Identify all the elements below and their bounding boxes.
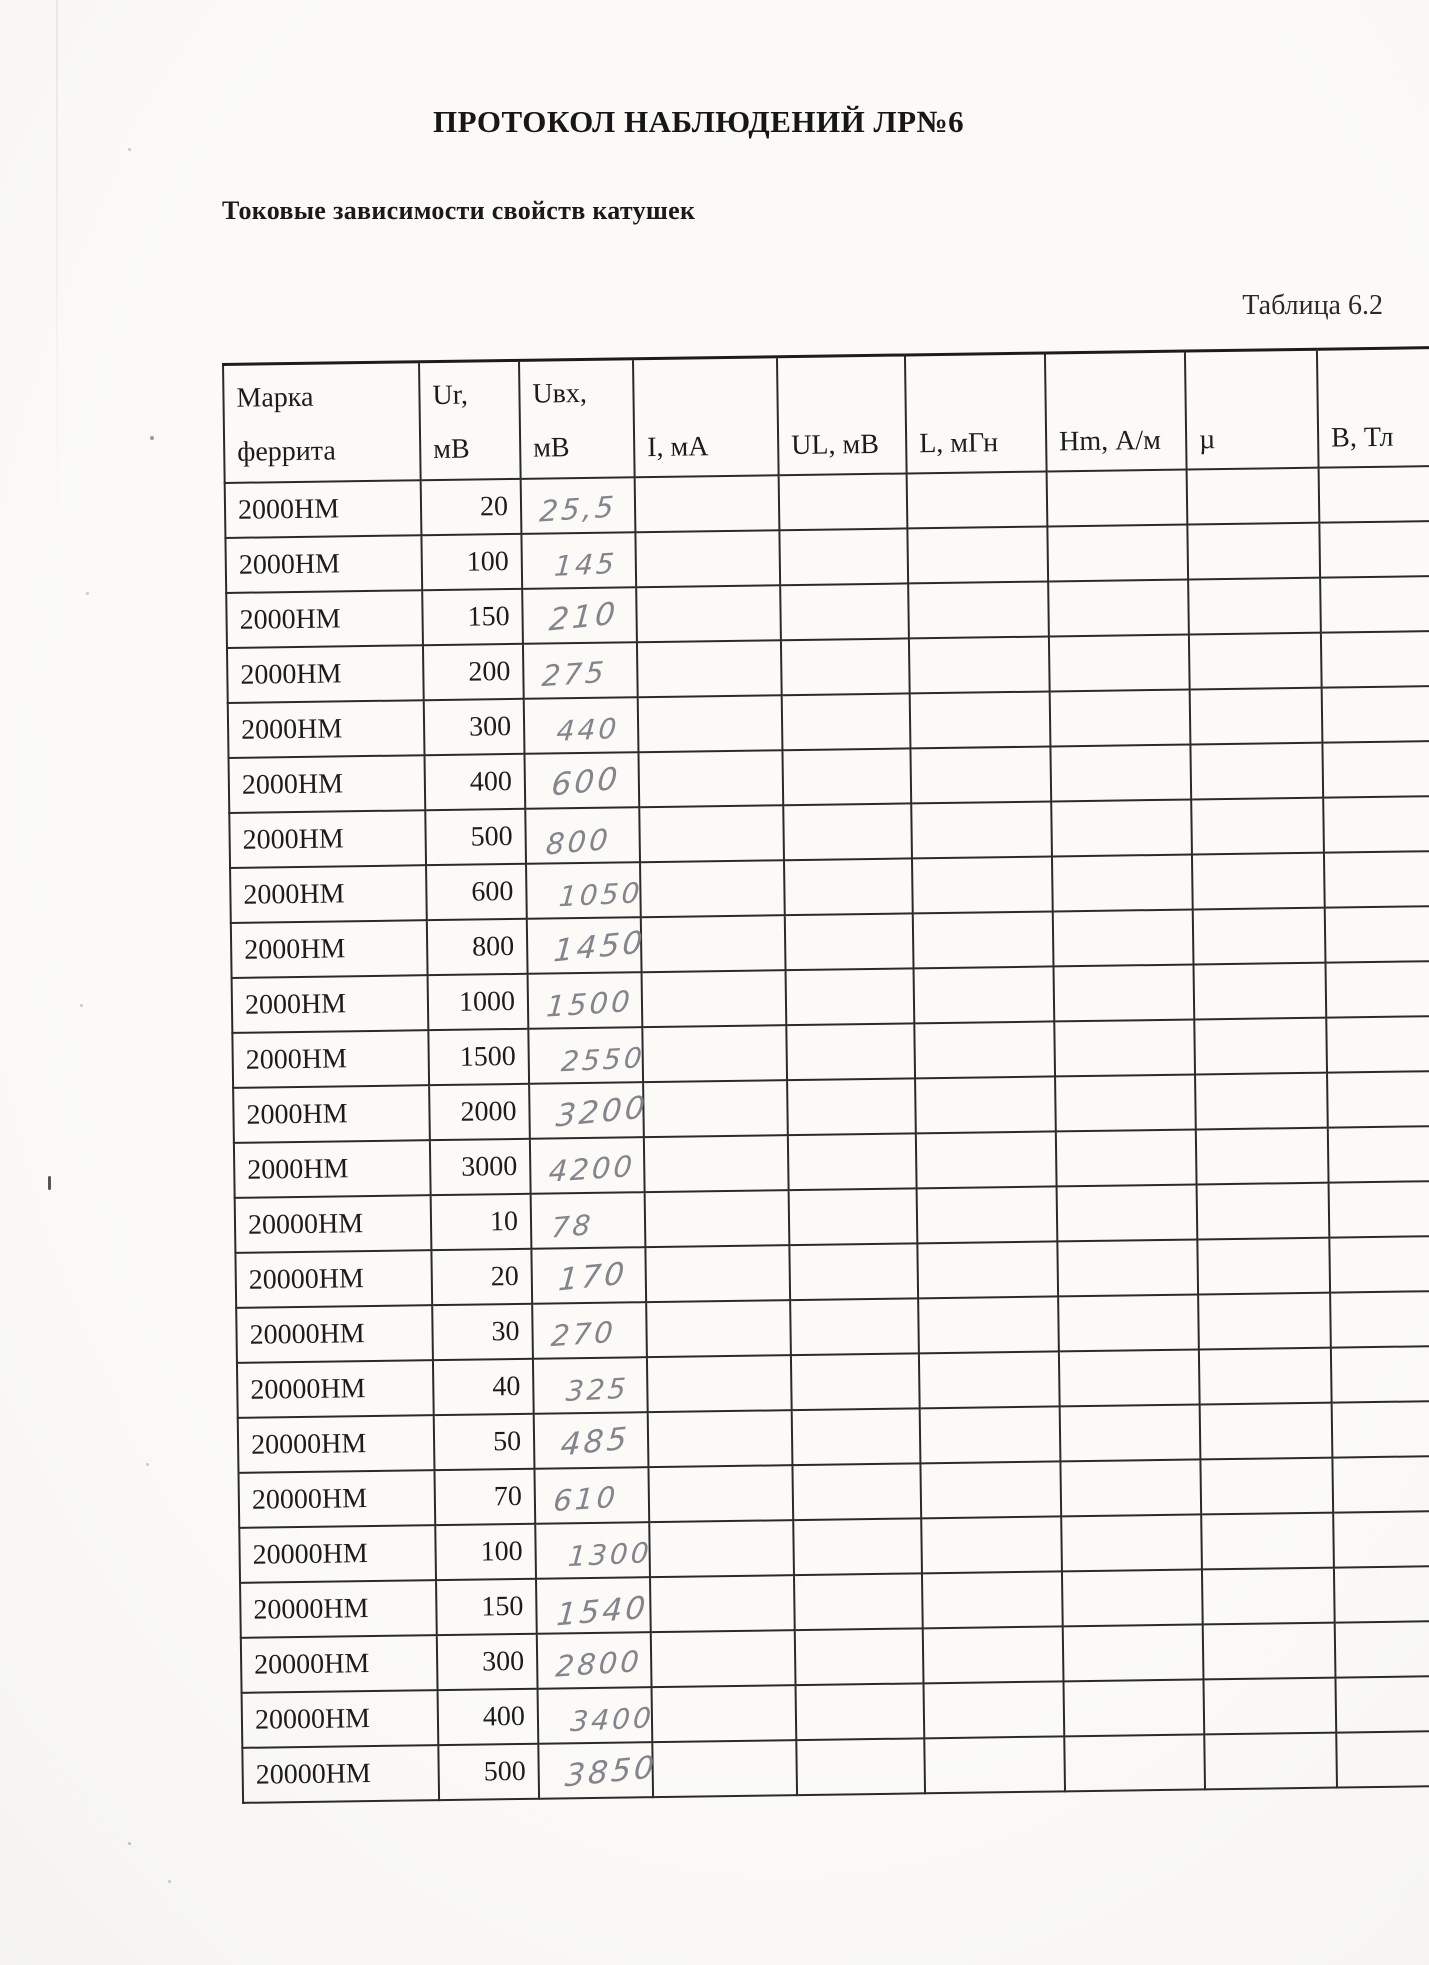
handwritten-uvx-value: 610 <box>552 1479 620 1518</box>
ferrite-mark-cell: 20000НМ <box>239 1525 436 1583</box>
empty-cell-l <box>917 1186 1058 1243</box>
empty-cell-hm <box>1057 1239 1198 1296</box>
section-subtitle: Токовые зависимости свойств катушек <box>222 196 696 225</box>
ferrite-mark-cell: 20000НМ <box>240 1580 437 1638</box>
ferrite-mark-cell: 2000НМ <box>234 1140 431 1198</box>
empty-cell-i <box>648 1410 793 1467</box>
uvx-value-cell <box>525 807 640 864</box>
ferrite-mark-cell: 2000НМ <box>226 590 423 648</box>
empty-cell-ul <box>796 1738 925 1795</box>
empty-cell-mu <box>1190 743 1323 800</box>
handwritten-uvx-value: 800 <box>544 821 613 861</box>
ferrite-mark-cell: 2000НМ <box>230 865 427 923</box>
ur-value-cell: 400 <box>438 1689 539 1745</box>
empty-cell-l <box>922 1571 1063 1628</box>
handwritten-uvx-value: 210 <box>547 595 620 639</box>
uvx-value-cell <box>534 1467 649 1524</box>
empty-cell-hm <box>1050 690 1191 747</box>
col-header-l: L, мГн <box>905 353 1047 473</box>
ur-value-cell: 400 <box>424 754 525 810</box>
empty-cell-mu <box>1195 1073 1328 1130</box>
empty-cell-ul <box>790 1298 919 1355</box>
handwritten-uvx-value: 1300 <box>566 1536 653 1574</box>
ur-value-cell: 20 <box>431 1249 532 1305</box>
handwritten-uvx-value: 170 <box>557 1255 629 1298</box>
col-header-b: B, Тл <box>1317 347 1429 468</box>
empty-cell-i <box>651 1630 796 1687</box>
handwritten-uvx-value: 440 <box>555 711 621 748</box>
uvx-value-cell <box>522 587 637 644</box>
uvx-value-cell <box>531 1247 646 1304</box>
empty-cell-b <box>1336 1731 1429 1788</box>
empty-cell-ul <box>788 1133 917 1190</box>
empty-cell-hm <box>1059 1349 1200 1406</box>
ur-value-cell: 800 <box>427 919 528 975</box>
empty-cell-hm <box>1062 1569 1203 1626</box>
empty-cell-i <box>647 1355 792 1412</box>
ferrite-mark-cell: 2000НМ <box>231 920 428 978</box>
uvx-value-cell <box>532 1302 647 1359</box>
scan-speck <box>168 1880 171 1883</box>
empty-cell-i <box>649 1520 794 1577</box>
empty-cell-l <box>918 1296 1059 1353</box>
ur-value-cell: 70 <box>434 1469 535 1525</box>
empty-cell-b <box>1320 576 1429 633</box>
empty-cell-ul <box>782 693 911 750</box>
empty-cell-hm <box>1064 1734 1205 1791</box>
empty-cell-mu <box>1193 908 1326 965</box>
ur-value-cell: 3000 <box>430 1139 531 1195</box>
empty-cell-ul <box>786 1023 915 1080</box>
empty-cell-l <box>913 911 1054 968</box>
empty-cell-l <box>908 581 1049 638</box>
handwritten-uvx-value: 325 <box>564 1371 630 1408</box>
empty-cell-i <box>642 970 787 1027</box>
empty-cell-ul <box>781 638 910 695</box>
empty-cell-ul <box>789 1188 918 1245</box>
handwritten-uvx-value: 1050 <box>557 876 644 914</box>
scan-crease <box>56 0 58 520</box>
uvx-value-cell <box>530 1137 645 1194</box>
ferrite-mark-cell: 20000НМ <box>237 1360 434 1418</box>
ferrite-mark-cell: 20000НМ <box>236 1305 433 1363</box>
empty-cell-l <box>914 1021 1055 1078</box>
empty-cell-b <box>1322 741 1429 798</box>
empty-cell-l <box>920 1461 1061 1518</box>
empty-cell-ul <box>786 968 915 1025</box>
ur-value-cell: 1500 <box>428 1029 529 1085</box>
empty-cell-mu <box>1192 853 1325 910</box>
empty-cell-mu <box>1197 1238 1330 1295</box>
empty-cell-ul <box>780 583 909 640</box>
empty-cell-ul <box>792 1408 921 1465</box>
empty-cell-b <box>1328 1126 1429 1183</box>
empty-cell-l <box>915 1076 1056 1133</box>
empty-cell-i <box>638 750 783 807</box>
empty-cell-i <box>640 860 785 917</box>
ur-value-cell: 100 <box>435 1524 536 1580</box>
empty-cell-l <box>924 1681 1065 1738</box>
empty-cell-i <box>652 1740 797 1797</box>
empty-cell-mu <box>1200 1458 1333 1515</box>
empty-cell-i <box>646 1300 791 1357</box>
empty-cell-l <box>912 856 1053 913</box>
empty-cell-hm <box>1052 855 1193 912</box>
empty-cell-i <box>635 475 780 532</box>
empty-cell-mu <box>1197 1183 1330 1240</box>
uvx-value-cell <box>531 1192 646 1249</box>
ur-value-cell: 500 <box>425 809 526 865</box>
empty-cell-hm <box>1054 964 1195 1021</box>
empty-cell-ul <box>791 1353 920 1410</box>
empty-cell-hm <box>1060 1459 1201 1516</box>
ferrite-mark-cell: 2000НМ <box>229 810 426 868</box>
handwritten-uvx-value: 4200 <box>547 1148 637 1189</box>
uvx-value-cell <box>528 1027 646 1084</box>
empty-cell-mu <box>1200 1403 1333 1460</box>
empty-cell-ul <box>796 1683 925 1740</box>
handwritten-uvx-value: 600 <box>550 760 622 803</box>
empty-cell-l <box>909 636 1050 693</box>
ferrite-mark-cell: 20000НМ <box>238 1470 435 1528</box>
empty-cell-b <box>1322 686 1429 743</box>
uvx-value-cell <box>524 752 639 809</box>
empty-cell-l <box>921 1516 1062 1573</box>
empty-cell-l <box>917 1241 1058 1298</box>
uvx-value-cell <box>533 1357 648 1414</box>
empty-cell-ul <box>787 1078 916 1135</box>
handwritten-uvx-value: 1450 <box>552 923 647 969</box>
empty-cell-i <box>637 640 782 697</box>
ur-value-cell: 20 <box>421 479 522 535</box>
handwritten-uvx-value: 2800 <box>554 1643 644 1684</box>
empty-cell-mu <box>1188 578 1321 635</box>
empty-cell-b <box>1330 1291 1429 1348</box>
col-header-ur: Ur, мВ <box>419 360 521 480</box>
empty-cell-i <box>636 585 781 642</box>
empty-cell-b <box>1324 851 1429 908</box>
uvx-value-cell <box>527 917 647 974</box>
ferrite-mark-cell: 2000НМ <box>232 975 429 1033</box>
empty-cell-i <box>648 1465 793 1522</box>
empty-cell-hm <box>1054 1019 1195 1076</box>
empty-cell-mu <box>1198 1293 1331 1350</box>
empty-cell-ul <box>785 913 914 970</box>
uvx-value-cell <box>523 642 638 699</box>
empty-cell-mu <box>1196 1128 1329 1185</box>
ur-value-cell: 200 <box>423 644 524 700</box>
empty-cell-i <box>639 805 784 862</box>
uvx-value-cell <box>537 1632 652 1689</box>
uvx-value-cell <box>538 1687 656 1744</box>
empty-cell-l <box>910 691 1051 748</box>
scan-speck <box>86 592 89 595</box>
empty-cell-ul <box>789 1243 918 1300</box>
empty-cell-mu <box>1203 1623 1336 1680</box>
table-caption: Таблица 6.2 <box>1242 290 1383 321</box>
handwritten-uvx-value: 485 <box>559 1420 631 1463</box>
ferrite-mark-cell: 2000НМ <box>233 1085 430 1143</box>
ferrite-mark-cell: 20000НМ <box>241 1635 438 1693</box>
ur-value-cell: 40 <box>433 1359 534 1415</box>
ur-value-cell: 50 <box>434 1414 535 1470</box>
empty-cell-hm <box>1061 1514 1202 1571</box>
empty-cell-hm <box>1051 800 1192 857</box>
empty-cell-hm <box>1050 745 1191 802</box>
empty-cell-ul <box>795 1628 924 1685</box>
ferrite-mark-cell: 20000НМ <box>235 1195 432 1253</box>
scan-speck <box>48 1176 51 1190</box>
empty-cell-l <box>916 1131 1057 1188</box>
col-header-ul: UL, мВ <box>777 355 907 475</box>
ferrite-mark-cell: 20000НМ <box>242 1745 439 1803</box>
observation-table <box>222 346 1429 1804</box>
uvx-value-cell <box>524 697 639 754</box>
empty-cell-mu <box>1203 1678 1336 1735</box>
empty-cell-l <box>907 471 1048 528</box>
empty-cell-mu <box>1189 633 1322 690</box>
empty-cell-b <box>1321 631 1429 688</box>
handwritten-uvx-value: 1500 <box>545 983 635 1024</box>
empty-cell-hm <box>1058 1294 1199 1351</box>
empty-cell-b <box>1335 1676 1429 1733</box>
ferrite-mark-cell: 2000НМ <box>229 755 426 813</box>
empty-cell-ul <box>779 528 908 585</box>
empty-cell-b <box>1319 466 1429 523</box>
ur-value-cell: 300 <box>424 699 525 755</box>
empty-cell-ul <box>783 803 912 860</box>
table-body <box>225 466 1429 1803</box>
observation-table-wrapper <box>222 346 1429 1804</box>
uvx-value-cell <box>538 1742 659 1799</box>
empty-cell-b <box>1326 1016 1429 1073</box>
handwritten-uvx-value: 78 <box>550 1208 595 1245</box>
empty-cell-l <box>910 746 1051 803</box>
empty-cell-l <box>919 1351 1060 1408</box>
empty-cell-b <box>1335 1621 1429 1678</box>
empty-cell-mu <box>1201 1513 1334 1570</box>
page-title: ПРОТОКОЛ НАБЛЮДЕНИЙ ЛР№6 <box>433 104 965 139</box>
empty-cell-hm <box>1047 525 1188 582</box>
uvx-value-cell <box>526 862 644 919</box>
uvx-value-cell <box>536 1577 651 1634</box>
empty-cell-b <box>1332 1401 1429 1458</box>
ur-value-cell: 500 <box>438 1744 539 1800</box>
empty-cell-i <box>643 1080 788 1137</box>
ferrite-mark-cell: 20000НМ <box>242 1690 439 1748</box>
scan-speck <box>80 1004 83 1007</box>
empty-cell-l <box>914 966 1055 1023</box>
col-header-i: I, мА <box>633 357 779 477</box>
empty-cell-mu <box>1187 468 1320 525</box>
empty-cell-i <box>642 1025 787 1082</box>
empty-cell-b <box>1333 1511 1429 1568</box>
ur-value-cell: 600 <box>426 864 527 920</box>
handwritten-uvx-value: 145 <box>553 546 619 583</box>
empty-cell-i <box>635 530 780 587</box>
handwritten-uvx-value: 2550 <box>560 1041 646 1079</box>
empty-cell-b <box>1325 906 1429 963</box>
empty-cell-mu <box>1199 1348 1332 1405</box>
uvx-value-cell <box>528 972 643 1029</box>
empty-cell-mu <box>1204 1733 1337 1790</box>
empty-cell-hm <box>1057 1184 1198 1241</box>
ferrite-mark-cell: 2000НМ <box>225 480 422 538</box>
scan-speck <box>150 436 154 440</box>
header-row <box>223 347 1429 483</box>
uvx-value-cell <box>535 1522 653 1579</box>
empty-cell-ul <box>792 1463 921 1520</box>
empty-cell-b <box>1329 1181 1429 1238</box>
empty-cell-i <box>645 1245 790 1302</box>
scan-speck <box>128 1842 131 1845</box>
ur-value-cell: 100 <box>421 534 522 590</box>
empty-cell-mu <box>1202 1568 1335 1625</box>
ferrite-mark-cell: 2000НМ <box>228 700 425 758</box>
empty-cell-b <box>1332 1456 1429 1513</box>
handwritten-uvx-value: 3400 <box>569 1701 656 1739</box>
empty-cell-b <box>1327 1071 1429 1128</box>
scan-speck <box>146 1463 149 1466</box>
empty-cell-ul <box>793 1518 922 1575</box>
col-header-hm: Hm, А/м <box>1045 351 1187 471</box>
ferrite-mark-cell: 2000НМ <box>225 535 422 593</box>
empty-cell-b <box>1334 1566 1429 1623</box>
empty-cell-ul <box>794 1573 923 1630</box>
uvx-value-cell <box>521 532 636 589</box>
col-header-uvx: Uвх, мВ <box>519 359 635 479</box>
empty-cell-l <box>911 801 1052 858</box>
empty-cell-i <box>650 1575 795 1632</box>
handwritten-uvx-value: 3200 <box>554 1088 650 1134</box>
handwritten-uvx-value: 275 <box>540 654 608 693</box>
empty-cell-b <box>1319 521 1429 578</box>
handwritten-uvx-value: 3850 <box>563 1748 659 1794</box>
empty-cell-hm <box>1055 1074 1196 1131</box>
empty-cell-i <box>645 1190 790 1247</box>
empty-cell-l <box>907 526 1048 583</box>
ur-value-cell: 300 <box>437 1634 538 1690</box>
empty-cell-hm <box>1048 580 1189 637</box>
empty-cell-l <box>924 1736 1065 1793</box>
empty-cell-hm <box>1047 470 1188 527</box>
uvx-value-cell <box>529 1082 650 1139</box>
scan-speck <box>128 148 131 151</box>
ferrite-mark-cell: 2000НМ <box>232 1030 429 1088</box>
empty-cell-b <box>1325 961 1429 1018</box>
col-header-ferrite-mark: Марка феррита <box>223 362 421 483</box>
empty-cell-mu <box>1194 1018 1327 1075</box>
empty-cell-ul <box>782 748 911 805</box>
ur-value-cell: 10 <box>431 1194 532 1250</box>
empty-cell-i <box>638 695 783 752</box>
uvx-value-cell <box>521 477 636 534</box>
uvx-value-cell <box>534 1412 649 1469</box>
empty-cell-i <box>641 915 786 972</box>
ferrite-mark-cell: 2000НМ <box>227 645 424 703</box>
empty-cell-mu <box>1187 523 1320 580</box>
empty-cell-i <box>644 1135 789 1192</box>
empty-cell-hm <box>1056 1129 1197 1186</box>
ur-value-cell: 150 <box>436 1579 537 1635</box>
empty-cell-hm <box>1060 1404 1201 1461</box>
ur-value-cell: 30 <box>432 1304 533 1360</box>
empty-cell-b <box>1323 796 1429 853</box>
ferrite-mark-cell: 20000НМ <box>238 1415 435 1473</box>
col-header-mu: µ <box>1185 349 1319 469</box>
empty-cell-l <box>923 1626 1064 1683</box>
empty-cell-b <box>1331 1346 1429 1403</box>
empty-cell-l <box>920 1406 1061 1463</box>
empty-cell-hm <box>1063 1624 1204 1681</box>
empty-cell-mu <box>1191 798 1324 855</box>
handwritten-uvx-value: 270 <box>549 1314 618 1353</box>
empty-cell-hm <box>1049 635 1190 692</box>
empty-cell-mu <box>1193 963 1326 1020</box>
ur-value-cell: 150 <box>422 589 523 645</box>
empty-cell-ul <box>784 858 913 915</box>
ferrite-mark-cell: 20000НМ <box>235 1250 432 1308</box>
empty-cell-ul <box>779 473 908 530</box>
empty-cell-b <box>1329 1236 1429 1293</box>
empty-cell-mu <box>1190 688 1323 745</box>
ur-value-cell: 2000 <box>429 1084 530 1140</box>
empty-cell-hm <box>1063 1679 1204 1736</box>
handwritten-uvx-value: 25,5 <box>538 488 618 528</box>
empty-cell-hm <box>1053 909 1194 966</box>
ur-value-cell: 1000 <box>428 974 529 1030</box>
handwritten-uvx-value: 1540 <box>555 1589 650 1633</box>
empty-cell-i <box>652 1685 797 1742</box>
